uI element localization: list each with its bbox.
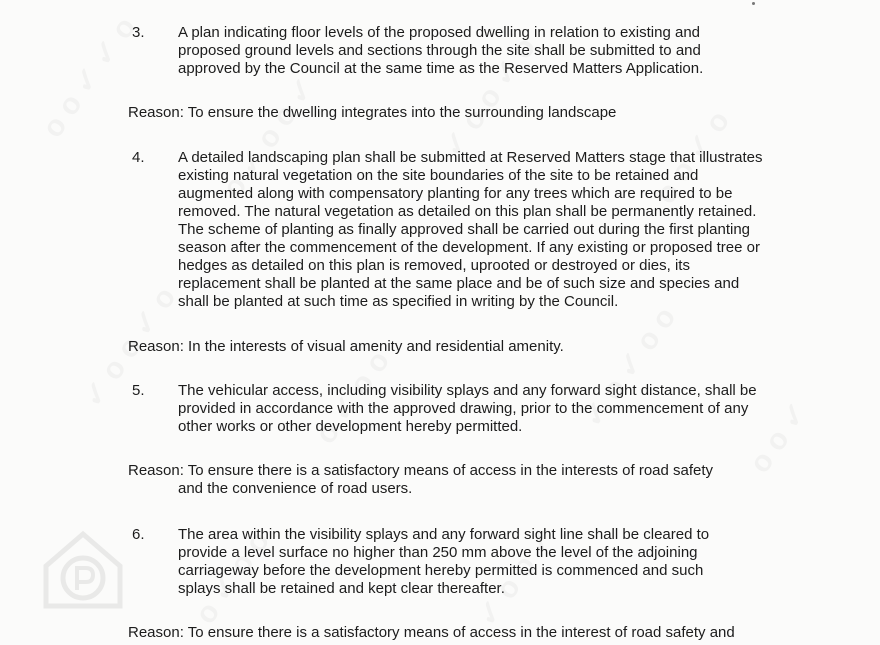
- condition-3-text: A plan indicating floor levels of the proposed dwelling in relation to existing and proposed ground levels and sections through the site shall be submitted to and approved by the Council at the same time as the Reserved Matters Application.: [178, 24, 704, 77]
- reason-label: Reason:: [128, 624, 184, 641]
- condition-6-text: The area within the visibility splays and any forward sight line shall be cleared to provide a level surface no higher than 250 mm above the level of the adjoining carriageway before the development hereby permitted is commenced and such splays shall be retained and kept clear thereafter.: [178, 526, 710, 597]
- condition-5-number: 5.: [132, 382, 145, 399]
- condition-4-number: 4.: [132, 149, 145, 166]
- reason-1-text: To ensure the dwelling integrates into the surrounding landscape: [187, 104, 617, 121]
- reason-1: [128, 104, 788, 122]
- condition-3-number: 3.: [132, 24, 145, 41]
- reason-3: [128, 462, 788, 498]
- reason-4-text-line1: To ensure there is a satisfactory means of access in the interest of road safety and: [187, 624, 735, 641]
- scan-speck: [752, 2, 755, 5]
- reason-3-text-line2: and the convenience of road users.: [178, 480, 413, 497]
- reason-2-text: In the interests of visual amenity and residential amenity.: [188, 338, 564, 355]
- reason-3-text-line1: To ensure there is a satisfactory means of access in the interests of road safety: [187, 462, 714, 479]
- propertypal-logo-icon: [40, 528, 126, 610]
- reason-label: Reason:: [128, 462, 184, 479]
- condition-4-text: A detailed landscaping plan shall be submitted at Reserved Matters stage that illustrates existing natural vegetation on the site boundaries of the site to be retained and augmented along with compensatory planting for any trees which are required to be removed. The natural vegetation as detailed on this plan shall be permanently retained. The scheme of planting as finally approved shall be carried out during the first planting season after the commencement of the development. If any existing or proposed tree or hedges as detailed on this plan is removed, uprooted or destroyed or dies, its replacement shall be planted at the same place and be of such size and species and shall be planted at such time as specified in writing by the Council.: [178, 149, 763, 310]
- reason-4: [128, 624, 848, 642]
- reason-label: Reason:: [128, 338, 184, 355]
- reason-label: Reason:: [128, 104, 184, 121]
- reason-2: [128, 338, 788, 356]
- condition-6-number: 6.: [132, 526, 145, 543]
- condition-5-text: The vehicular access, including visibility splays and any forward sight distance, shall be provided in accordance with the approved drawing, prior to the commencement of any other works or other development hereby permitted.: [178, 382, 757, 435]
